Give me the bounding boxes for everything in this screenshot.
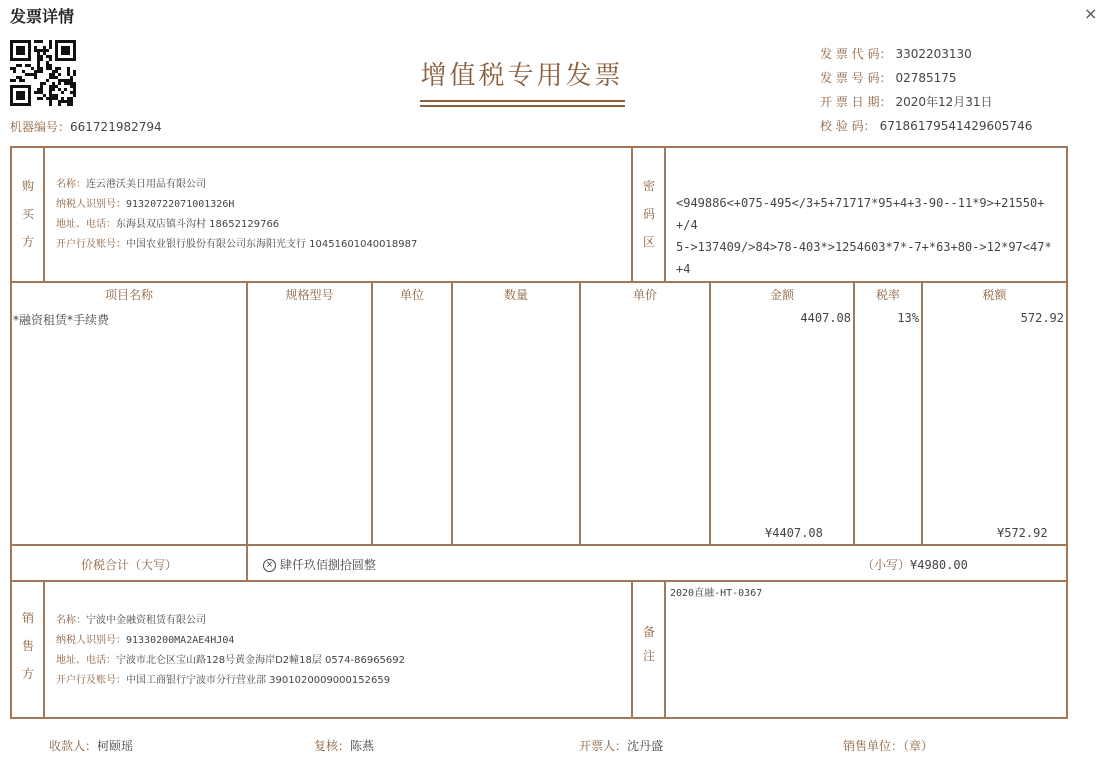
total-in-words-value: 肆仟玖佰捌拾圆整 — [279, 558, 376, 572]
table-border — [10, 146, 1068, 148]
seller-unit — [843, 737, 933, 754]
table-border — [10, 717, 1068, 719]
table-border — [451, 281, 453, 545]
payee-label: 收款人： — [49, 739, 98, 753]
check-code-value: 67186179541429605746 — [879, 119, 1033, 133]
side-char: 码 — [642, 207, 655, 221]
total-small-value: ¥4980.00 — [910, 558, 968, 572]
invoice-date — [820, 93, 993, 110]
seller-side-label — [11, 604, 45, 688]
invoice-title: 增值税专用发票 — [420, 61, 624, 91]
reviewer — [314, 737, 374, 754]
buyer-name: 连云港沃美日用品有限公司 — [86, 179, 206, 190]
total-small — [862, 556, 968, 573]
invoice-number-label: 发 票 号 码： — [820, 71, 892, 85]
seller-name: 宁波中金融资租赁有限公司 — [86, 615, 206, 626]
col-header-tax: 税额 — [982, 288, 1007, 302]
buyer-addr: 东海县双店镇斗沟村 18652129766 — [116, 219, 280, 230]
side-char: 注 — [642, 649, 655, 663]
col-header-price: 单价 — [632, 288, 657, 302]
circle-x-icon: × — [263, 559, 276, 572]
invoice-code — [820, 45, 972, 62]
buyer-side-label — [11, 172, 45, 256]
cipher-area — [676, 192, 1056, 280]
reviewer-label: 复核： — [314, 739, 351, 753]
side-char: 方 — [21, 667, 34, 681]
total-in-words — [263, 556, 376, 573]
table-row-rate: 13% — [897, 311, 919, 325]
invoice-number — [820, 69, 957, 86]
table-row-tax: 572.92 — [1020, 311, 1064, 325]
seller-name-row — [56, 611, 405, 631]
seller-unit-label: 销售单位： — [843, 739, 904, 753]
seller-name-label: 名称： — [56, 615, 86, 626]
side-char: 区 — [642, 235, 655, 249]
side-char: 备 — [642, 625, 655, 639]
side-char: 方 — [21, 235, 34, 249]
col-header-unit: 单位 — [399, 288, 424, 302]
total-amount: ¥4407.08 — [765, 526, 823, 540]
seller-addr: 宁波市北仑区宝山路128号黄金海岸D2幢18层 0574-86965692 — [116, 655, 406, 666]
check-code-label: 校 验 码： — [820, 119, 876, 133]
table-border — [10, 544, 1068, 546]
buyer-bank-label: 开户行及账号： — [56, 239, 126, 250]
table-border — [246, 281, 248, 581]
invoice-date-value: 2020年12月31日 — [895, 95, 993, 109]
dialog-title: 发票详情 — [10, 7, 75, 26]
table-row-amount: 4407.08 — [800, 311, 851, 325]
title-underline — [420, 105, 625, 107]
machine-number — [10, 118, 162, 135]
buyer-info — [56, 175, 417, 255]
total-in-words-label: 价税合计（大写） — [80, 558, 177, 572]
buyer-addr-row — [56, 215, 417, 235]
table-border — [10, 281, 1068, 283]
drawer-value: 沈丹盛 — [627, 739, 664, 753]
drawer — [579, 737, 663, 754]
col-header-rate: 税率 — [875, 288, 900, 302]
machine-number-value: 661721982794 — [70, 120, 162, 134]
side-char: 销 — [21, 611, 34, 625]
qr-code-icon — [10, 40, 76, 106]
title-underline — [420, 100, 625, 102]
payee-value: 柯颐瑶 — [97, 739, 134, 753]
col-header-qty: 数量 — [503, 288, 528, 302]
invoice-code-value: 3302203130 — [895, 47, 972, 61]
seller-addr-row — [56, 651, 405, 671]
table-border — [10, 580, 1068, 582]
buyer-tax-row — [56, 195, 417, 215]
remarks-side-label — [632, 620, 666, 668]
table-border — [1066, 146, 1068, 719]
seller-bank-row — [56, 671, 405, 691]
seller-bank-label: 开户行及账号： — [56, 675, 126, 686]
buyer-tax-id: 91320722071001326H — [126, 199, 235, 210]
side-char: 售 — [21, 639, 34, 653]
invoice-code-label: 发 票 代 码： — [820, 47, 892, 61]
side-char: 购 — [21, 179, 34, 193]
seller-info — [56, 611, 405, 691]
total-small-label: （小写） — [862, 558, 911, 572]
side-char: 买 — [21, 207, 34, 221]
buyer-bank: 中国农业银行股份有限公司东海阳光支行 10451601040018987 — [126, 239, 418, 250]
cipher-side-label — [632, 172, 666, 256]
table-border — [371, 281, 373, 545]
check-code — [820, 117, 1032, 134]
table-border — [579, 281, 581, 545]
cipher-line: 5->137409/>84>78-403*>1254603*7*-7+*63+80->12*97<47*+4 — [676, 240, 1052, 276]
col-header-item: 项目名称 — [104, 288, 153, 302]
seller-tax-id: 91330200MA2AE4HJ04 — [126, 635, 235, 646]
buyer-tax-label: 纳税人识别号： — [56, 199, 126, 210]
invoice-number-value: 02785175 — [895, 71, 957, 85]
seller-tax-label: 纳税人识别号： — [56, 635, 126, 646]
seller-bank: 中国工商银行宁波市分行营业部 3901020009000152659 — [126, 675, 391, 686]
drawer-label: 开票人： — [579, 739, 628, 753]
invoice-date-label: 开 票 日 期： — [820, 95, 892, 109]
seller-unit-value: （章） — [903, 739, 934, 753]
reviewer-value: 陈燕 — [350, 739, 375, 753]
close-icon[interactable]: × — [1084, 4, 1098, 23]
col-header-spec: 规格型号 — [285, 288, 334, 302]
buyer-bank-row — [56, 235, 417, 255]
buyer-addr-label: 地址、电话： — [56, 219, 116, 230]
cipher-line: <949886<+075-495</3+5+71717*95+4+3-90--11*9>+21550++/4 — [676, 196, 1045, 232]
buyer-name-row — [56, 175, 417, 195]
total-tax: ¥572.92 — [997, 526, 1048, 540]
table-row-item-name: *融资租赁*手续费 — [13, 313, 110, 327]
seller-tax-row — [56, 631, 405, 651]
remarks-text: 2020直融-HT-0367 — [670, 588, 763, 599]
seller-addr-label: 地址、电话： — [56, 655, 116, 666]
machine-number-label: 机器编号： — [10, 120, 71, 134]
payee — [49, 737, 133, 754]
col-header-amount: 金额 — [769, 288, 794, 302]
side-char: 密 — [642, 179, 655, 193]
buyer-name-label: 名称： — [56, 179, 86, 190]
